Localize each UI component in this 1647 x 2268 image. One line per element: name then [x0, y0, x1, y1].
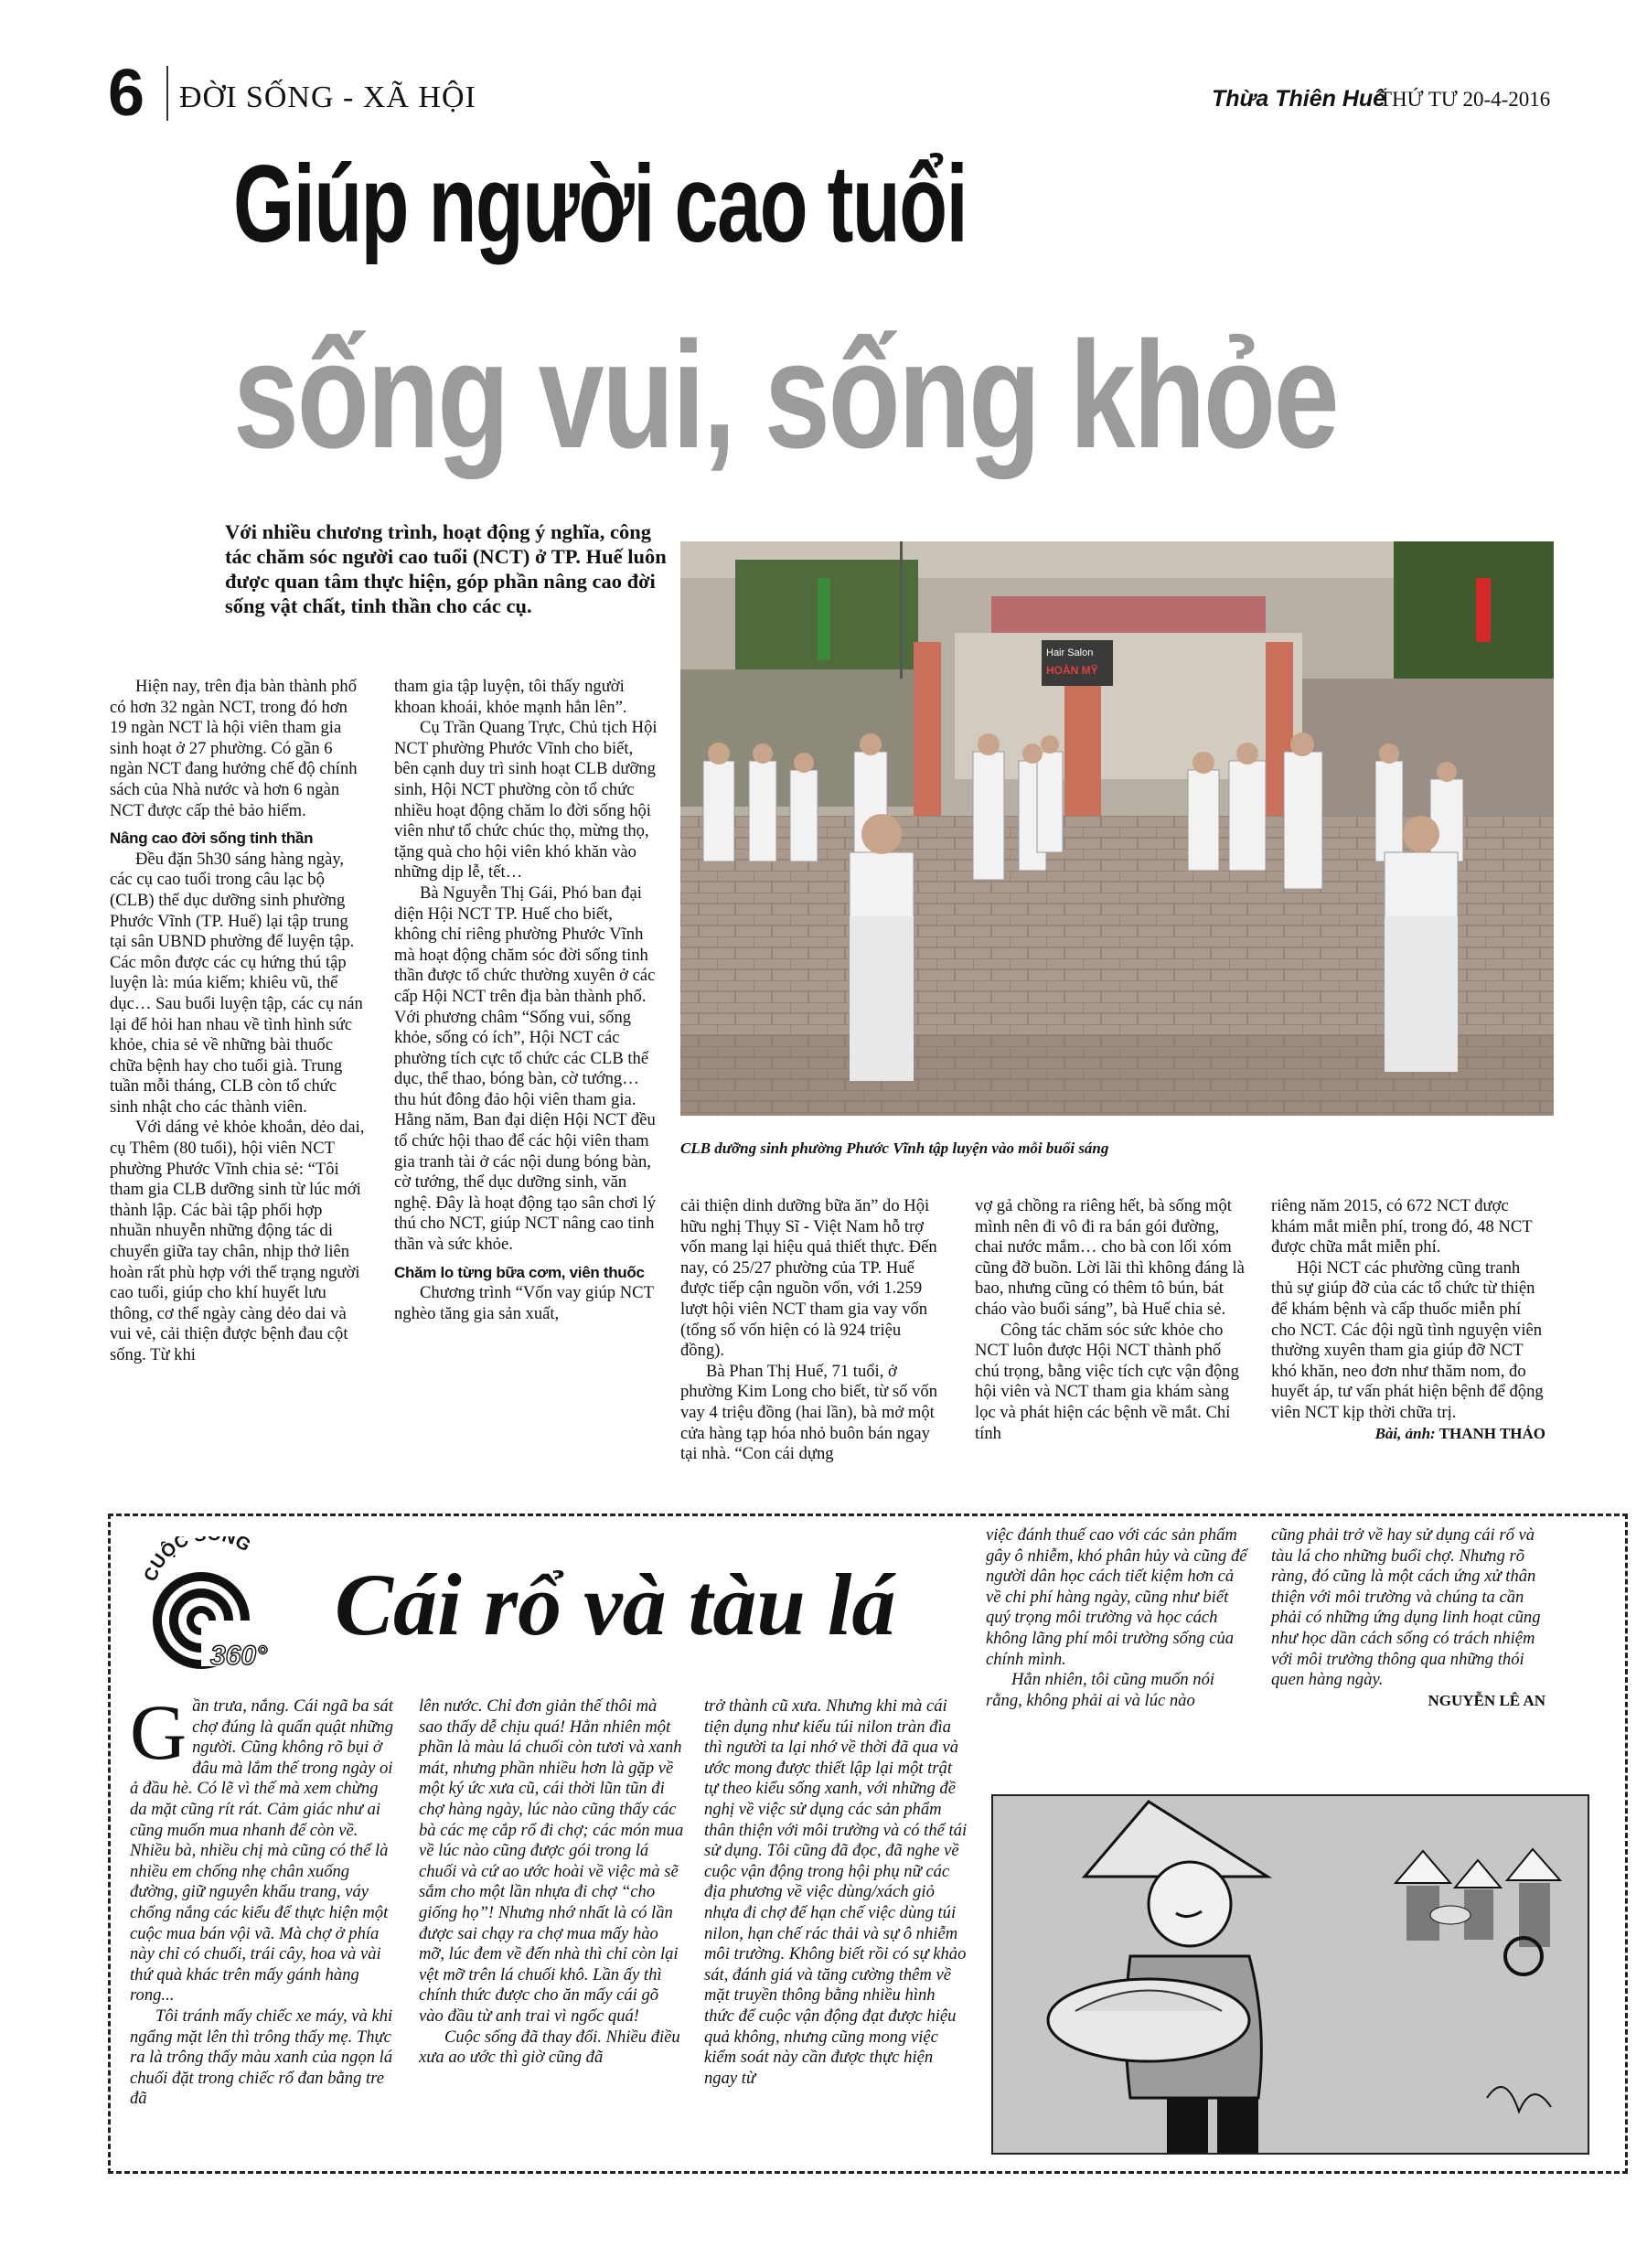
paragraph: riêng năm 2015, có 672 NCT được khám mắt miễn phí, trong đó, 48 NCT được chữa mắt miễn phí.	[1271, 1196, 1533, 1257]
article-column-3	[680, 1196, 947, 1465]
byline-label: Bài, ảnh:	[1374, 1424, 1436, 1442]
drop-cap: G	[130, 1688, 187, 1776]
paragraph: trở thành cũ xưa. Nhưng khi mà cái tiện dụng như kiểu túi nilon tràn đìa thì người ta lại nhớ về thời đã qua và ước mong được thiết lập lại một trật tự theo kiểu sống xanh, với những đề nghị về việc sử dụng các sản phẩm thân thiện với môi trường và có thể tái sử dụng. Tôi cũng đã đọc, đã nghe về cuộc vận động trong hội phụ nữ các địa phương về việc dùng/xách giỏ nhựa đi chợ để hạn chế việc dùng túi nilon, hạn chế rác thải và sự ô nhiễm môi trường. Không biết rồi có sự khảo sát, đánh giá và tăng cường thêm về mặt truyền thông bằng nhiều hình thức để cuộc vận động đạt được hiệu quả không, nhưng cũng mong việc kiểm soát này cần được thực hiện ngay từ	[704, 1696, 968, 2088]
article-byline	[1271, 1424, 1545, 1445]
article-column-2	[394, 677, 659, 1324]
page-number: 6	[108, 57, 145, 130]
paragraph: Chương trình “Vốn vay giúp NCT nghèo tăng gia sản xuất,	[394, 1283, 654, 1323]
paragraph: Tôi tránh mấy chiếc xe máy, và khi ngẩng mặt lên thì trông thấy mẹ. Thực ra là trông thấy màu xanh của ngọn lá chuối đặt trong chiếc rổ đan bằng tre đã	[130, 2006, 393, 2109]
salon-name: HOÀN MỸ	[1046, 664, 1098, 677]
box-column-1	[130, 1688, 395, 2110]
section-name: ĐỜI SỐNG - XÃ HỘI	[179, 80, 476, 114]
illustration-drawing	[993, 1796, 1588, 2153]
paragraph: Bà Nguyễn Thị Gái, Phó ban đại diện Hội NCT TP. Huế cho biết, không chỉ riêng phường Phước Vĩnh mà hoạt động chăm sóc đời sống tinh thần được tổ chức thường xuyên ở các cấp Hội NCT trên địa bàn thành phố. Với phương châm “Sống vui, sống khỏe, sống có ích”, Hội NCT các phường tích cực tổ chức các CLB thể dục, thể thao, bóng bàn, cờ tướng… thu hút đông đảo hội viên tham gia. Hằng năm, Ban đại diện Hội NCT đều tổ chức hội thao để các hội viên tham gia tranh tài ở các nội dung bóng bàn, cờ tướng, thể dục dưỡng sinh, văn nghệ. Đây là hoạt động tạo sân chơi lý thú cho NCT, giúp NCT nâng cao tinh thần và sức khỏe.	[394, 883, 657, 1255]
headline-line-2: sống vui, sống khỏe	[233, 311, 1338, 480]
article-column-1	[110, 677, 366, 1366]
paragraph: ần trưa, nắng. Cái ngã ba sát chợ đúng là quẩn quật những người. Cũng không rõ bụi ở đâu mà lắm thế trong ngày oi ả đầu hè. Có lẽ vì thế mà xem chừng da mặt cũng rít rát. Cảm giác như ai cũng muốn mua nhanh để còn về. Nhiều bà, nhiều chị mà cũng có thể là nhiều em chống nhẹ chân xuống đường, giữ nguyên khẩu trang, váy chống nắng các kiểu để thực hiện một cuộc mua bán vội vã. Mà chợ ở phía này chỉ có chuối, trái cây, hoa và vài thứ quà khác trên mấy gánh hàng rong...	[130, 1696, 394, 2006]
paragraph: Hiện nay, trên địa bàn thành phố có hơn 32 ngàn NCT, trong đó hơn 19 ngàn NCT là hội viên tham gia sinh hoạt ở 27 phường. Có gần 6 ngàn NCT đang hưởng chế độ chính sách của Nhà nước và hơn 6 ngàn NCT được cấp thẻ bảo hiểm.	[110, 677, 358, 820]
paragraph: lên nước. Chỉ đơn giản thế thôi mà sao thấy dễ chịu quá! Hẳn nhiên một phần là màu lá chuối còn tươi và xanh mát, nhưng phần nhiều hơn là gặp về một ký ức xưa cũ, cái thời lũn tũn đi chợ hàng ngày, lúc nào cũng thấy các bà các mẹ cắp rổ đi chợ; các món mua về lúc nào cũng được gói trong lá chuối và cứ ao ước hoài về việc mà sẽ sắm cho một lần nhựa đi chợ “cho giống họ”! Nhưng nhớ nhất là có lần được sai chạy ra chợ mua mấy hào mỡ, lúc đem về đến nhà thì chỉ còn lại vệt mỡ trên lá chuối khô. Lần ấy thì chính thức được cho ăn mấy cái gõ vào đầu từ anh trai vì ngốc quá!	[419, 1696, 684, 2026]
column-author: NGUYỄN LÊ AN	[1428, 1691, 1545, 1709]
salon-sign: Hair Salon	[1046, 647, 1094, 658]
article-column-5	[1271, 1196, 1545, 1444]
issue-date: THỨ TƯ 20-4-2016	[1379, 88, 1551, 111]
byline-name: THANH THẢO	[1438, 1424, 1545, 1442]
paragraph: việc đánh thuế cao với các sản phẩm gây ô nhiễm, khó phân hủy và cũng để người dân học cách tiết kiệm hơn cả về chi phí hàng ngày, cũng như biết quý trọng môi trường và học cách không lãng phí môi trường sống của chính mình.	[986, 1525, 1247, 1669]
article-lead: Với nhiều chương trình, hoạt động ý nghĩa, công tác chăm sóc người cao tuổi (NCT) ở TP. Huế luôn được quan tâm thực hiện, góp phần nâng cao đời sống vật chất, tinh thần cho các cụ.	[225, 520, 667, 617]
newspaper-name: Thừa Thiên Huế	[1212, 86, 1386, 112]
paragraph: tham gia tập luyện, tôi thấy người khoan khoái, khỏe mạnh hẳn lên”.	[394, 677, 627, 717]
paragraph: vợ gả chồng ra riêng hết, bà sống một mình nên đi vô đi ra bán gói đường, chai nước mắm… cho bà con lối xóm cũng đỡ buồn. Lời lãi thì không đáng là bao, nhưng cũng có thêm tô bún, bát cháo vào buổi sáng”, bà Huế chia sẻ.	[975, 1196, 1245, 1319]
logo-number: 360°	[210, 1641, 268, 1671]
box-column-3	[704, 1696, 969, 2089]
box-column-5	[1271, 1525, 1545, 1711]
logo-text: CUỘC NG	[140, 1536, 254, 1585]
header-divider	[166, 66, 168, 121]
paragraph: Hẳn nhiên, tôi cũng muốn nói rằng, không phải ai và lúc nào	[986, 1670, 1215, 1710]
photo-illustration	[680, 541, 1554, 1116]
column-title: Cái rổ và tàu lá	[335, 1556, 896, 1653]
paragraph: cũng phải trở về hay sử dụng cái rổ và tàu lá cho những buổi chợ. Nhưng rõ ràng, đó cũng là một cách ứng xử thân thiện với môi trường và chúng ta cần phải có những ứng dụng linh hoạt cũng như học dần cách sống có trách nhiệm với môi trường thông qua những thói quen hàng ngày.	[1271, 1525, 1541, 1690]
photo-caption: CLB dưỡng sinh phường Phước Vĩnh tập luyện vào mỗi buổi sáng	[680, 1139, 1109, 1157]
headline-line-1: Giúp người cao tuổi	[233, 143, 968, 265]
box-column-4	[986, 1525, 1251, 1711]
paragraph: Đều đặn 5h30 sáng hàng ngày, các cụ cao tuổi trong câu lạc bộ (CLB) thể dục dưỡng sinh phường Phước Vĩnh (TP. Huế) lại tập trung tại sân UBND phường để luyện tập. Các môn được các cụ hứng thú tập luyện là: múa kiếm; khiêu vũ, thể dục… Sau buổi luyện tập, các cụ nán lại để hỏi han nhau về tình hình sức khỏe, chia sẻ về những bài thuốc chữa bệnh hay cho tuổi già. Trung tuần mỗi tháng, CLB còn tổ chức sinh nhật cho các thành viên.	[110, 849, 363, 1117]
paragraph: Cụ Trần Quang Trực, Chủ tịch Hội NCT phường Phước Vĩnh cho biết, bên cạnh duy trì sinh hoạt CLB dưỡng sinh, Hội NCT phường còn tổ chức nhiều hoạt động chăm lo đời sống hội viên như tổ chức chúc thọ, mừng thọ, tặng quà cho hội viên khó khăn vào những dịp lễ, tết…	[394, 718, 658, 883]
paragraph: Cuộc sống đã thay đổi. Nhiều điều xưa ao ước thì giờ cũng đã	[419, 2027, 680, 2068]
paragraph: Công tác chăm sóc sức khỏe cho NCT luôn được Hội NCT thành phố chú trọng, bằng việc tích cực vận động hội viên và NCT tham gia khám sàng lọc và phát hiện các bệnh về mắt. Chỉ tính	[975, 1320, 1239, 1443]
box-column-2	[419, 1696, 684, 2069]
subheading: Nâng cao đời sống tinh thần	[110, 829, 314, 848]
article-column-4	[975, 1196, 1249, 1444]
market-woman-illustration	[991, 1794, 1589, 2155]
exercise-photo	[680, 541, 1554, 1116]
subheading: Chăm lo từng bữa cơm, viên thuốc	[394, 1263, 645, 1281]
paragraph: Hội NCT các phường cũng tranh thủ sự giúp đỡ của các tổ chức từ thiện để khám bệnh và cấp thuốc miễn phí cho NCT. Các đội ngũ tình nguyện viên thường xuyên tham gia giúp đỡ NCT khó khăn, neo đơn như thăm nom, đo huyết áp, tư vấn phát hiện bệnh để động viên NCT kịp thời chữa trị.	[1271, 1257, 1544, 1422]
paragraph: cải thiện dinh dưỡng bữa ăn” do Hội hữu nghị Thụy Sĩ - Việt Nam hỗ trợ vốn mang lại hiệu quả thiết thực. Đến nay, có 25/27 phường của TP. Huế được tiếp cận nguồn vốn, với 1.259 lượt hội viên NCT tham gia vay vốn (tổng số vốn hiện có là 924 triệu đồng).	[680, 1196, 937, 1361]
target-icon	[137, 1536, 283, 1674]
paragraph: Bà Phan Thị Huế, 71 tuổi, ở phường Kim Long cho biết, từ số vốn vay 4 triệu đồng (hai lần), bà mở một cửa hàng tạp hóa nhỏ buôn bán ngay tại nhà. “Con cái dựng	[680, 1361, 937, 1464]
cuoc-song-logo	[137, 1536, 283, 1674]
paragraph: Với dáng vẻ khỏe khoắn, dẻo dai, cụ Thêm (80 tuổi), hội viên NCT phường Phước Vĩnh chia sẻ: “Tôi tham gia CLB dưỡng sinh từ lúc mới thành lập. Các bài tập phối hợp nhuần nhuyễn những động tác di chuyển giữa tay chân, nhịp thở liên hoàn rất phù hợp với thể trạng người cao tuổi, giúp cho khí huyết lưu thông, cơ thể ngày càng dẻo dai và vui vẻ, cải thiện được bệnh đau cột sống. Từ khi	[110, 1118, 365, 1364]
